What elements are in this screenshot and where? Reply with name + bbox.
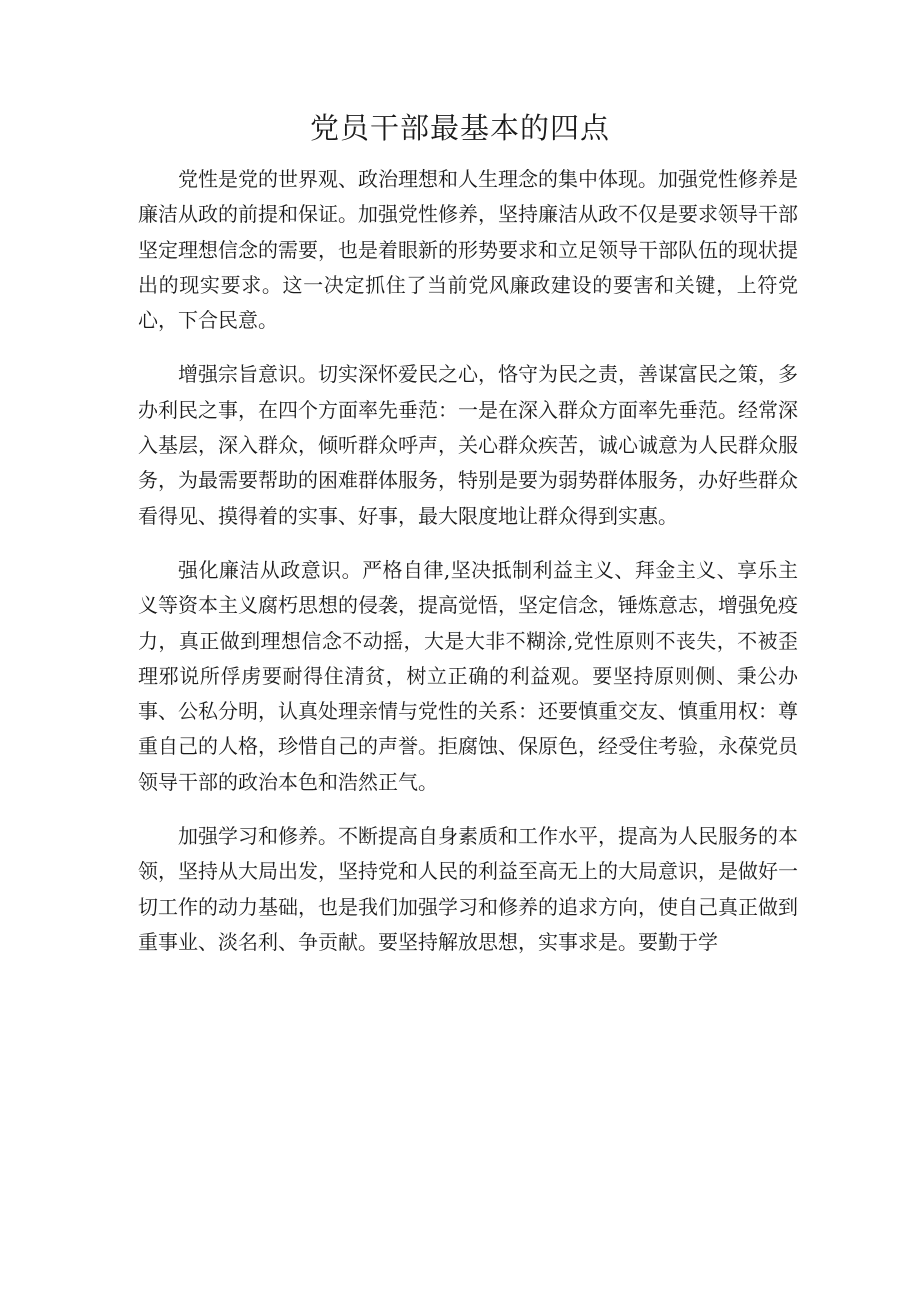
paragraph-party-spirit: 党性是党的世界观、政治理想和人生理念的集中体现。加强党性修养是廉洁从政的前提和保证。加强党性修养，坚持廉洁从政不仅是要求领导干部坚定理想信念的需要，也是着眼新的形势要求和立足领导干部队伍的现状提出的现实要求。这一决定抓住了当前党风廉政建设的要害和关键，上符党心，下合民意。 bbox=[138, 167, 798, 333]
paragraph-purpose-awareness: 增强宗旨意识。切实深怀爱民之心，恪守为民之责，善谋富民之策，多办利民之事，在四个方面率先垂范：一是在深入群众方面率先垂范。经常深入基层，深入群众，倾听群众呼声，关心群众疾苦，诚心诚意为人民群众服务，为最需要帮助的困难群体服务，特别是要为弱势群体服务，办好些群众看得见、摸得着的实事、好事，最大限度地让群众得到实惠。 bbox=[138, 362, 798, 528]
document-title: 党员干部最基本的四点 bbox=[309, 111, 610, 145]
paragraph-integrity-awareness: 强化廉洁从政意识。严格自律,坚决抵制利益主义、拜金主义、享乐主义等资本主义腐朽思想的侵袭，提高觉悟，坚定信念，锤炼意志，增强免疫力，真正做到理想信念不动摇，大是大非不糊涂,党性原则不丧失，不被歪理邪说所俘虏要耐得住清贫，树立正确的利益观。要坚持原则侧、秉公办事、公私分明，认真处理亲情与党性的关系：还要慎重交友、慎重用权：尊重自己的人格，珍惜自己的声誉。拒腐蚀、保原色，经受住考验，永葆党员领导干部的政治本色和浩然正气。 bbox=[138, 557, 798, 794]
document-body bbox=[138, 162, 798, 960]
paragraph-study-cultivation: 加强学习和修养。不断提高自身素质和工作水平，提高为人民服务的本领，坚持从大局出发，坚持党和人民的利益至高无上的大局意识，是做好一切工作的动力基础，也是我们加强学习和修养的追求方向，使自己真正做到重事业、淡名利、争贡献。要坚持解放思想，实事求是。要勤于学 bbox=[138, 824, 798, 954]
